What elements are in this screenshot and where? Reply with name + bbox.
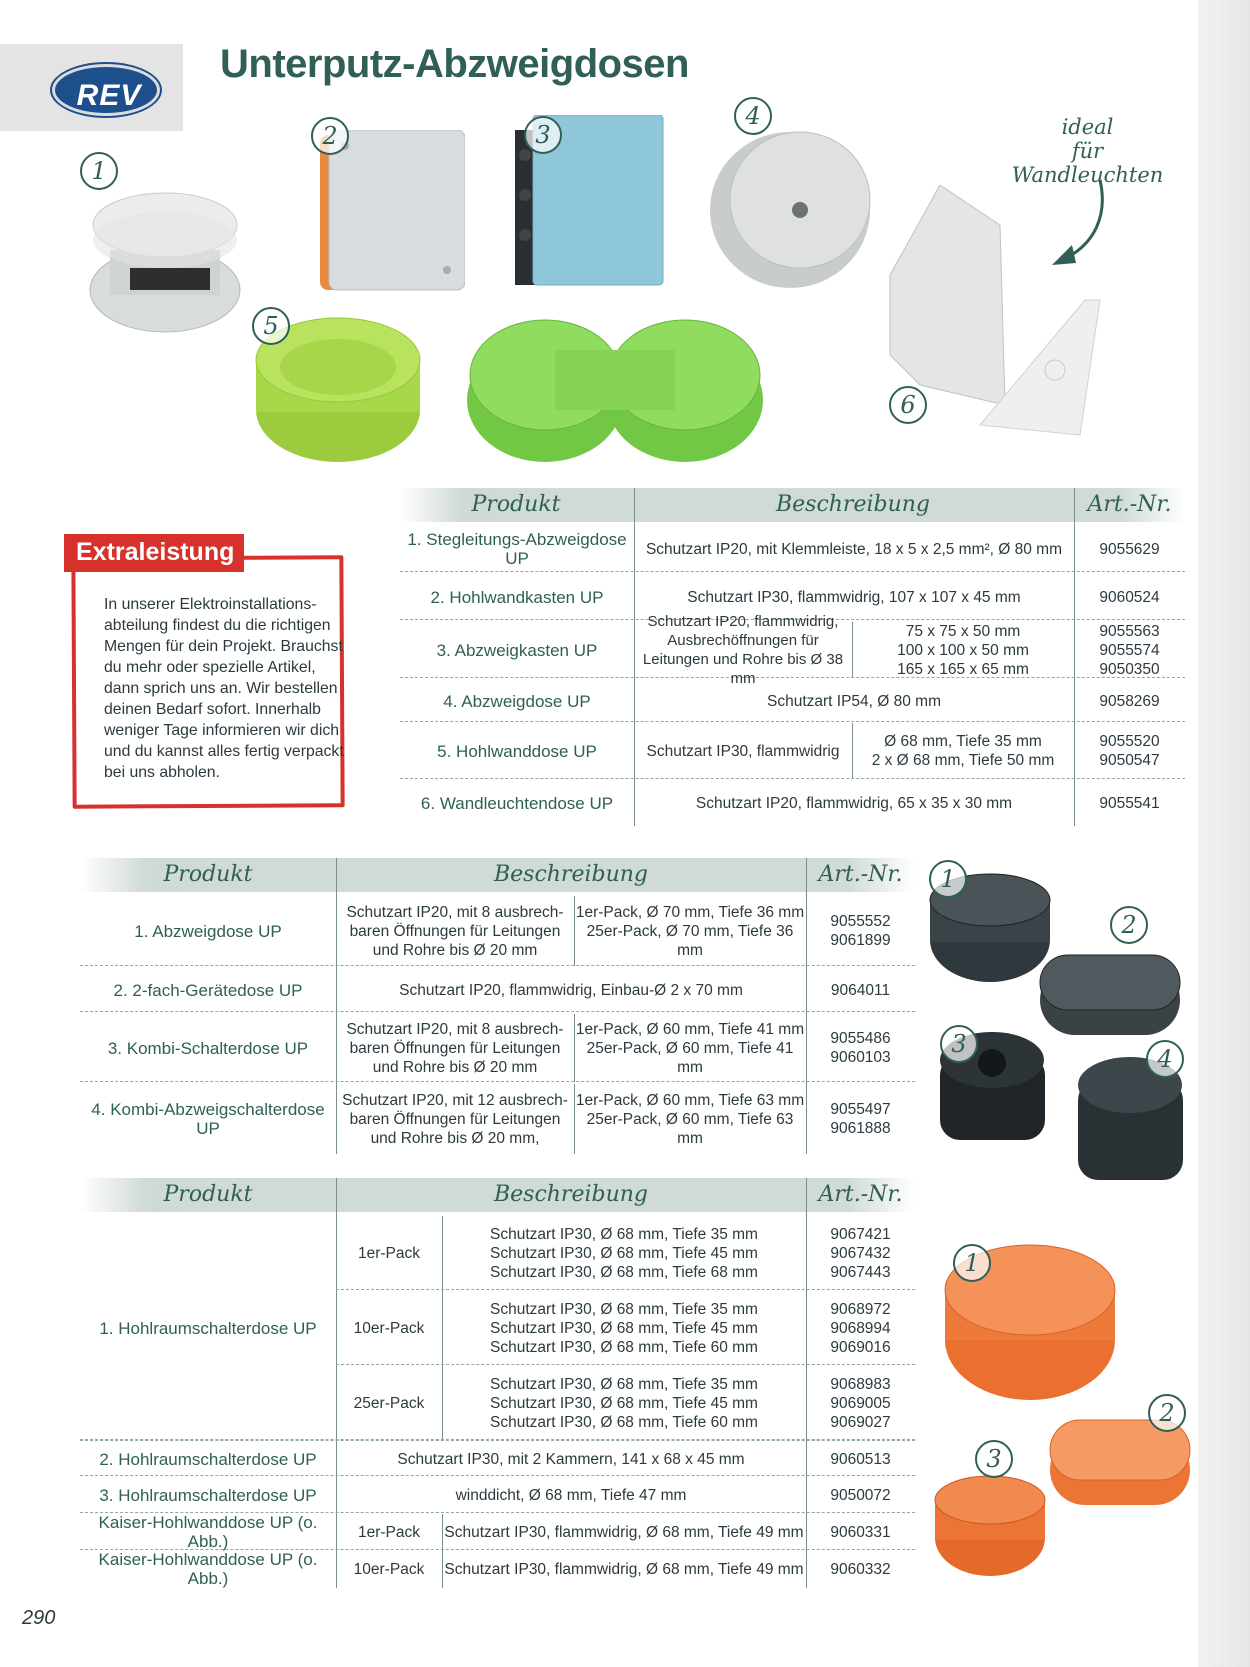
article-number: 9055497 9061888 (830, 1101, 891, 1137)
article-number: 9055563 9055574 9050350 (1099, 622, 1160, 678)
product-desc: Schutzart IP30, Ø 68 mm, Tiefe 35 mm Schutzart IP30, Ø 68 mm, Tiefe 45 mm Schutzart IP30, Ø 68 mm, Tiefe 60 mm (490, 1375, 758, 1431)
table-row (400, 680, 1185, 722)
table-row (336, 1216, 915, 1290)
article-number: 9064011 (830, 981, 891, 999)
product-image-2 (315, 130, 465, 295)
header-produkt: Produkt (163, 862, 253, 887)
table-row (336, 1366, 915, 1440)
product-desc: Schutzart IP30, flammwidrig, 107 x 107 x 45 mm (687, 588, 1021, 606)
marker-4: 4 (734, 97, 772, 135)
product-name: 5. Hohlwanddose UP (437, 741, 597, 761)
product-name: 2. Hohlraumschalterdose UP (99, 1449, 317, 1469)
table-header (80, 1178, 915, 1212)
product-image-5-double (465, 305, 765, 470)
note-line-2: für Wandleuchten (1011, 139, 1164, 187)
table-row (400, 781, 1185, 825)
table-row (400, 613, 1185, 687)
product-desc: Schutzart IP20, mit 8 ausbrech-baren Öffnungen für Leitungen und Rohre bis Ø 20 mm (346, 1020, 564, 1076)
article-number: 9050072 (830, 1486, 891, 1504)
product-name: 2. Hohlwandkasten UP (430, 587, 604, 607)
product-desc: Schutzart IP20, flammwidrig, Einbau-Ø 2 x 70 mm (399, 981, 743, 999)
logo-text: REV (76, 79, 142, 112)
header-beschreibung: Beschreibung (775, 492, 931, 517)
product-name: Kaiser-Hohlwanddose UP (o. Abb.) (98, 1550, 318, 1588)
product-name: 3. Kombi-Schalterdose UP (107, 1038, 309, 1058)
table-header (80, 858, 915, 892)
article-number: 9055629 (1099, 540, 1160, 558)
product-name: 6. Wandleuchtendose UP (420, 793, 614, 813)
product-image-1 (80, 180, 250, 350)
product-desc: Schutzart IP30, flammwidrig (646, 742, 840, 760)
table-row (336, 1291, 915, 1365)
extra-label: Extraleistung (64, 534, 244, 572)
product-desc: Schutzart IP20, mit Klemmleiste, 18 x 5 x 2,5 mm², Ø 80 mm (645, 540, 1063, 558)
marker-orange-1: 1 (953, 1244, 991, 1282)
table-black-boxes (80, 858, 915, 1158)
product-name: 3. Abzweigkasten UP (436, 640, 598, 660)
marker-black-1: 1 (929, 860, 967, 898)
table-row (80, 968, 915, 1012)
product-size: Ø 68 mm, Tiefe 35 mm 2 x Ø 68 mm, Tiefe 50 mm (871, 733, 1055, 769)
article-number: 9058269 (1099, 692, 1160, 710)
product-desc: Schutzart IP30, flammwidrig, Ø 68 mm, Tiefe 49 mm (444, 1560, 804, 1578)
extra-text: In unserer Elektroinstallations-abteilung findest du die richtigen Mengen für dein Projekt. Brauchst du mehr oder spezielle Artikel, dann sprich uns an. Wir bestellen deinen Bedarf sofort. Innerhalb weniger Tage informieren wir dich und du kannst alles fertig verpackt bei uns abholen. (104, 596, 344, 781)
article-number: 9060513 (830, 1450, 891, 1468)
product-size: 1er-Pack, Ø 60 mm, Tiefe 41 mm 25er-Pack, Ø 60 mm, Tiefe 41 mm (575, 1020, 805, 1076)
header-beschreibung: Beschreibung (493, 862, 649, 887)
marker-6: 6 (889, 386, 927, 424)
pack-size: 10er-Pack (353, 1319, 425, 1337)
article-number: 9068972 9068994 9069016 (830, 1300, 891, 1356)
marker-orange-3: 3 (975, 1440, 1013, 1478)
product-size: 1er-Pack, Ø 60 mm, Tiefe 63 mm 25er-Pack, Ø 60 mm, Tiefe 63 mm (575, 1091, 805, 1147)
product-desc: Schutzart IP30, Ø 68 mm, Tiefe 35 mm Schutzart IP30, Ø 68 mm, Tiefe 45 mm Schutzart IP30, Ø 68 mm, Tiefe 68 mm (490, 1225, 758, 1281)
marker-5: 5 (252, 307, 290, 345)
product-desc: Schutzart IP30, Ø 68 mm, Tiefe 35 mm Schutzart IP30, Ø 68 mm, Tiefe 45 mm Schutzart IP30, Ø 68 mm, Tiefe 60 mm (490, 1300, 758, 1356)
article-number: 9055486 9060103 (830, 1030, 891, 1066)
product-desc: Schutzart IP20, flammwidrig, Ausbrechöffnungen für Leitungen und Rohre bis Ø 38 mm (642, 613, 844, 687)
product-image-4 (705, 125, 875, 295)
product-desc: Schutzart IP30, flammwidrig, Ø 68 mm, Tiefe 49 mm (444, 1523, 804, 1541)
product-image-black-2 (1035, 945, 1185, 1045)
pack-size: 25er-Pack (353, 1394, 425, 1412)
header-artnr: Art.-Nr. (818, 862, 903, 887)
product-size: 1er-Pack, Ø 70 mm, Tiefe 36 mm 25er-Pack, Ø 70 mm, Tiefe 36 mm (575, 903, 805, 959)
article-number: 9067421 9067432 9067443 (830, 1225, 891, 1281)
marker-3: 3 (524, 116, 562, 154)
page-title: Unterputz-Abzweigdosen (220, 42, 689, 86)
arrow-icon (1050, 175, 1110, 270)
article-number: 9060331 (830, 1523, 891, 1541)
header-produkt: Produkt (163, 1182, 253, 1207)
article-number: 9055541 (1099, 794, 1160, 812)
product-desc: Schutzart IP54, Ø 80 mm (766, 692, 941, 710)
article-number: 9068983 9069005 9069027 (830, 1375, 891, 1431)
product-name: 4. Kombi-Abzweigschalterdose UP (91, 1100, 325, 1138)
table-row (80, 1084, 915, 1154)
pack-size: 10er-Pack (353, 1560, 425, 1578)
product-name: 1. Stegleitungs-Abzweigdose UP (407, 530, 627, 568)
table-row (80, 1551, 915, 1587)
product-name: 1. Abzweigdose UP (134, 921, 282, 941)
table-row (400, 723, 1185, 779)
table-orange-boxes (80, 1178, 915, 1590)
product-name: 4. Abzweigdose UP (443, 691, 591, 711)
product-image-orange-3 (930, 1470, 1050, 1580)
table-row (400, 526, 1185, 572)
product-desc: Schutzart IP20, mit 8 ausbrech-baren Öffnungen für Leitungen und Rohre bis Ø 20 mm (346, 903, 564, 959)
product-name: Kaiser-Hohlwanddose UP (o. Abb.) (98, 1513, 318, 1551)
article-number: 9055552 9061899 (830, 913, 891, 949)
article-number: 9060332 (830, 1560, 891, 1578)
article-number: 9055520 9050547 (1099, 733, 1160, 769)
product-size: 75 x 75 x 50 mm 100 x 100 x 50 mm 165 x 165 x 65 mm (897, 622, 1029, 678)
table-row (80, 896, 915, 966)
header-artnr: Art.-Nr. (818, 1182, 903, 1207)
note-line-1: ideal (1061, 115, 1114, 139)
table-row (80, 1514, 915, 1550)
product-name: 3. Hohlraumschalterdose UP (99, 1485, 317, 1505)
table-row (80, 1477, 915, 1513)
product-name: 2. 2-fach-Gerätedose UP (113, 980, 303, 1000)
product-desc: winddicht, Ø 68 mm, Tiefe 47 mm (455, 1486, 687, 1504)
article-number: 9060524 (1099, 588, 1160, 606)
rev-logo (0, 44, 183, 131)
product-desc: Schutzart IP20, mit 12 ausbrech-baren Öffnungen für Leitungen und Rohre bis Ø 20 mm, (342, 1091, 568, 1147)
header-produkt: Produkt (471, 492, 561, 517)
page-number: 290 (22, 1607, 56, 1629)
marker-black-3: 3 (940, 1025, 978, 1063)
marker-black-2: 2 (1110, 906, 1148, 944)
marker-2: 2 (311, 117, 349, 155)
marker-1: 1 (80, 152, 118, 190)
product-desc: Schutzart IP20, flammwidrig, 65 x 35 x 30 mm (695, 794, 1013, 812)
table-row (80, 1440, 915, 1476)
logo-oval (52, 64, 160, 116)
pack-size: 1er-Pack (357, 1523, 421, 1541)
marker-orange-2: 2 (1148, 1394, 1186, 1432)
table-wall-boxes (400, 488, 1185, 828)
extra-service-box (64, 534, 351, 822)
page-edge (1198, 0, 1250, 1667)
product-name: 1. Hohlraumschalterdose UP (99, 1318, 317, 1338)
table-header (400, 488, 1185, 522)
header-artnr: Art.-Nr. (1087, 492, 1172, 517)
header-beschreibung: Beschreibung (493, 1182, 649, 1207)
marker-black-4: 4 (1146, 1040, 1184, 1078)
table-row (80, 1014, 915, 1082)
product-desc: Schutzart IP30, mit 2 Kammern, 141 x 68 x 45 mm (397, 1450, 745, 1468)
pack-size: 1er-Pack (357, 1244, 421, 1262)
